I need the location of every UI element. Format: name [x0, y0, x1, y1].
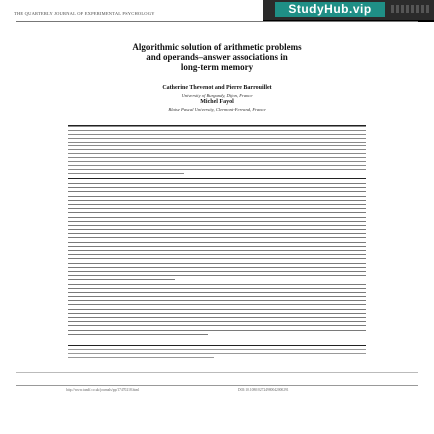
text-line	[68, 157, 366, 158]
affiliation-1: University of Burgundy, Dijon, France	[181, 93, 253, 98]
text-line	[68, 221, 366, 222]
text-line	[68, 292, 366, 293]
title-line-2: and operands–answer associations in	[146, 52, 288, 62]
text-line	[68, 317, 366, 318]
text-line	[68, 271, 366, 272]
footnote-text-lines	[68, 349, 366, 358]
text-line	[68, 267, 366, 268]
text-line	[68, 300, 366, 301]
body-text	[68, 183, 366, 337]
decorative-stripes	[391, 5, 429, 13]
watermark-logo: StudyHub.vip	[275, 2, 385, 17]
text-line	[68, 217, 366, 218]
title-line-1: Algorithmic solution of arithmetic problems	[132, 42, 302, 52]
text-line	[68, 134, 366, 135]
text-line	[68, 321, 366, 322]
text-line	[68, 296, 366, 297]
text-line	[68, 246, 366, 247]
text-line	[68, 330, 366, 331]
text-line	[68, 254, 366, 255]
text-line	[68, 126, 366, 127]
header-rule	[16, 21, 418, 22]
text-line	[68, 187, 366, 188]
text-line	[68, 229, 366, 230]
text-line	[68, 145, 366, 146]
authors-2: Michel Fayol	[200, 99, 234, 105]
copyright-line	[16, 372, 418, 375]
body-text-lines	[68, 183, 366, 335]
text-line	[68, 161, 366, 162]
text-line	[68, 349, 366, 350]
footer-rule	[16, 385, 418, 386]
text-line	[68, 149, 366, 150]
text-line	[68, 357, 214, 358]
text-line	[68, 250, 366, 251]
journal-url: http://www.tandf.co.uk/journals/pp/17470218.html	[66, 388, 140, 392]
text-line	[68, 334, 208, 335]
text-line	[68, 325, 366, 326]
text-line	[68, 242, 366, 243]
footnote-block	[68, 345, 366, 370]
text-line	[68, 225, 366, 226]
text-line	[68, 288, 366, 289]
authors-1: Catherine Thevenot and Pierre Barrouillet	[162, 85, 272, 91]
affiliation-2: Blaise Pascal University, Clermont-Ferrand, France	[168, 107, 266, 112]
abstract-block	[68, 125, 366, 179]
text-line	[68, 309, 366, 310]
doi: DOI:10.1080/02724980042000291	[238, 388, 289, 392]
text-line	[68, 169, 366, 170]
text-line	[68, 353, 366, 354]
article-title	[0, 42, 434, 72]
text-line	[68, 204, 366, 205]
text-line	[68, 237, 366, 238]
text-line	[68, 263, 366, 264]
text-line	[68, 130, 366, 131]
text-line	[68, 284, 366, 285]
text-line	[68, 191, 366, 192]
text-line	[68, 183, 366, 184]
text-line	[68, 212, 366, 213]
text-line	[68, 275, 366, 276]
text-line	[68, 165, 366, 166]
watermark-banner	[263, 0, 434, 22]
journal-name: THE QUARTERLY JOURNAL OF EXPERIMENTAL PSYCHOLOGY	[14, 11, 155, 16]
text-line	[68, 258, 366, 259]
abstract-text-lines	[68, 126, 366, 174]
text-line	[68, 279, 175, 280]
text-line	[68, 142, 366, 143]
text-line	[68, 304, 366, 305]
text-line	[68, 208, 366, 209]
title-line-3: long-term memory	[180, 62, 254, 72]
text-line	[68, 196, 366, 197]
text-line	[68, 138, 366, 139]
text-line	[68, 173, 184, 174]
text-line	[68, 200, 366, 201]
text-line	[68, 313, 366, 314]
text-line	[68, 233, 366, 234]
text-line	[68, 153, 366, 154]
